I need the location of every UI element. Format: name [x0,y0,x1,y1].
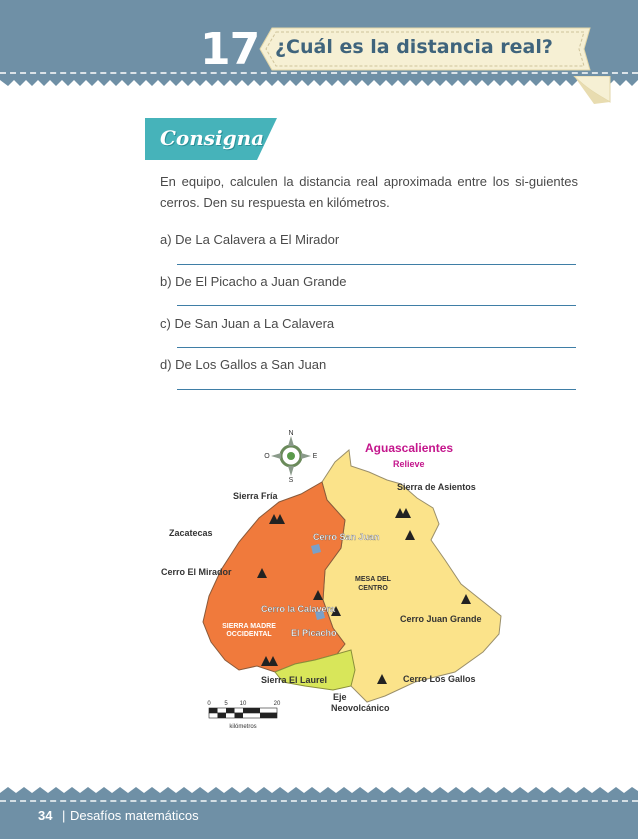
footer-stitch [0,800,638,802]
label-cerro-juan-grande: Cerro Juan Grande [400,614,482,624]
book-title: Desafíos matemáticos [70,808,199,823]
instruction-text: En equipo, calculen la distancia real aproximada entre los si-guientes cerros. Den su respuesta en kilómetros. [160,174,578,210]
label-eje-2: Neovolcánico [331,703,390,713]
label-zacatecas: Zacatecas [169,528,213,538]
scale-tick-0: 0 [207,701,211,707]
map-title: Aguascalientes [365,441,454,455]
page-number: 34 [38,808,53,823]
question-d: d) De Los Gallos a San Juan [160,357,327,372]
answer-line-d[interactable] [177,389,576,390]
consigna-label: Consigna [160,126,265,150]
compass-e: E [312,453,318,460]
scale-tick-10: 10 [239,701,247,707]
lesson-number: 17 [200,24,260,75]
question-a: a) De La Calavera a El Mirador [160,232,340,247]
scale-tick-20: 20 [273,701,281,707]
header-zigzag [0,78,638,90]
map-subtitle: Relieve [393,459,425,469]
paper-curl-decoration [570,76,612,106]
label-cerro-gallos: Cerro Los Gallos [403,674,476,684]
label-sierra-laurel: Sierra El Laurel [261,675,328,685]
compass-s: S [288,477,294,484]
answer-line-a[interactable] [177,264,576,265]
label-eje-1: Eje [333,692,347,702]
label-sierra-madre-2: OCCIDENTAL [226,631,272,638]
page-title: ¿Cuál es la distancia real? [275,36,553,58]
compass-rose-icon [271,436,311,476]
footer-separator: | [62,808,66,823]
scale-tick-5: 5 [224,701,228,707]
label-cerro-san-juan: Cerro San Juan [313,532,380,542]
answer-line-b[interactable] [177,305,576,306]
label-mesa-1: MESA DEL [355,576,391,583]
question-b: b) De El Picacho a Juan Grande [160,274,347,289]
relief-map [155,420,535,740]
label-sierra-madre-1: SIERRA MADRE [222,623,276,630]
label-cerro-mirador: Cerro El Mirador [161,567,232,577]
scale-bar [209,708,277,718]
label-sierra-asientos: Sierra de Asientos [397,482,476,492]
label-sierra-fria: Sierra Fría [233,491,278,501]
question-c: c) De San Juan a La Calavera [160,316,335,331]
label-el-picacho: El Picacho [291,628,337,638]
scale-unit: kilómetros [229,724,257,730]
west-region [203,482,345,672]
compass-n: N [288,430,294,437]
compass-o: O [264,453,270,460]
label-cerro-calavera: Cerro la Calavera [261,604,336,614]
label-mesa-2: CENTRO [358,585,388,592]
answer-line-c[interactable] [177,347,576,348]
header-stitch [0,72,638,74]
